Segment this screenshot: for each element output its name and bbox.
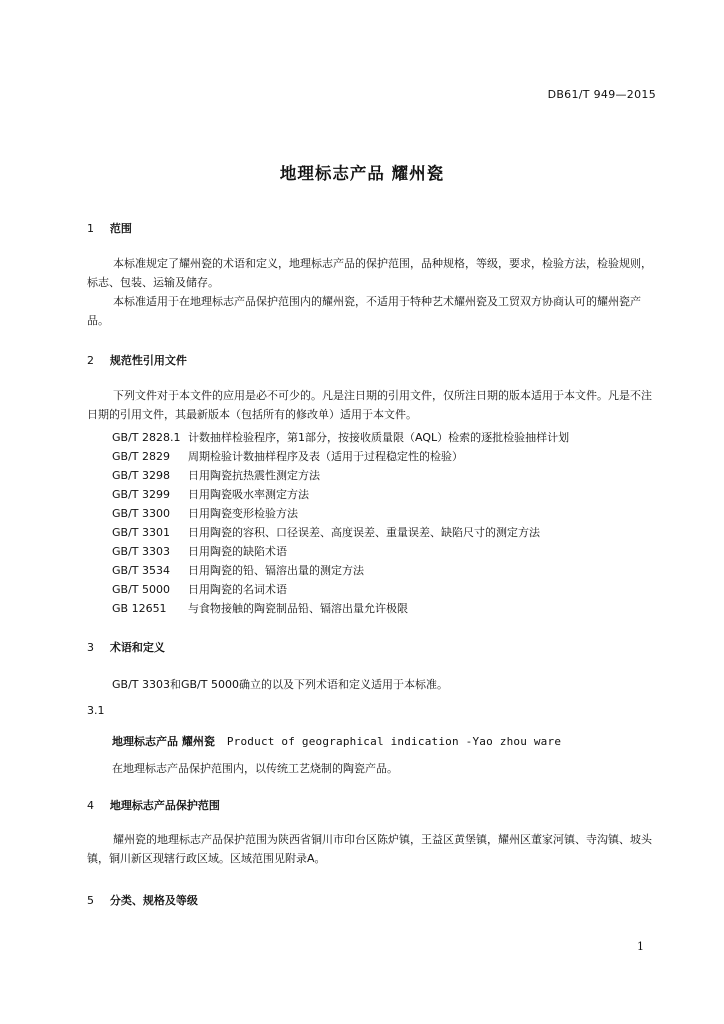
reference-item: [112, 467, 320, 483]
section-title: 范围: [109, 222, 132, 235]
reference-item: [112, 505, 298, 521]
section-5-heading: [87, 892, 198, 908]
section-title: 地理标志产品保护范围: [109, 799, 220, 812]
reference-code: GB/T 3299: [112, 488, 170, 501]
section-number: 5: [87, 894, 94, 907]
standard-code: DB61/T 949—2015: [547, 88, 656, 101]
section-4-heading: [87, 797, 220, 813]
reference-code: GB/T 5000: [112, 583, 170, 596]
subsection-number: 3.1: [87, 704, 105, 717]
term-entry: [112, 733, 561, 749]
reference-title: 计数抽样检验程序，第1部分，按接收质量限（AQL）检索的逐批检验抽样计划: [188, 431, 570, 444]
reference-title: 日用陶瓷的容积、口径误差、高度误差、重量误差、缺陷尺寸的测定方法: [188, 526, 540, 539]
reference-title: 日用陶瓷的铅、镉溶出量的测定方法: [188, 564, 364, 577]
term-chinese: 地理标志产品 耀州瓷: [112, 735, 215, 748]
document-title: 地理标志产品 耀州瓷: [279, 164, 445, 183]
section-number: 1: [87, 222, 94, 235]
reference-title: 日用陶瓷抗热震性测定方法: [188, 469, 320, 482]
references-intro: 下列文件对于本文件的应用是必不可少的。凡是注日期的引用文件，仅所注日期的版本适用于本文件。凡是不注日期的引用文件，其最新版本（包括所有的修改单）适用于本文件。: [87, 389, 652, 421]
reference-item: [112, 486, 309, 502]
reference-code: GB/T 3303: [112, 545, 170, 558]
reference-code: GB/T 3301: [112, 526, 170, 539]
section-title: 分类、规格及等级: [109, 894, 198, 907]
reference-item: [112, 581, 287, 597]
term-definition: 在地理标志产品保护范围内，以传统工艺烧制的陶瓷产品。: [112, 762, 398, 775]
reference-title: 日用陶瓷的名词术语: [188, 583, 287, 596]
reference-item: [112, 562, 364, 578]
section-2-heading: [87, 352, 187, 368]
section-1-heading: [87, 220, 132, 236]
scope-paragraph-1: 本标准规定了耀州瓷的术语和定义，地理标志产品的保护范围，品种规格，等级，要求，检验方法，检验规则，标志、包装、运输及储存。: [87, 257, 652, 289]
reference-code: GB/T 3298: [112, 469, 170, 482]
term-english: Product of geographical indication -Yao zhou ware: [226, 735, 562, 748]
reference-item: [112, 524, 540, 540]
reference-item: [112, 600, 408, 616]
reference-code: GB/T 3534: [112, 564, 170, 577]
scope-paragraph-2: 本标准适用于在地理标志产品保护范围内的耀州瓷，不适用于特种艺术耀州瓷及工贸双方协商认可的耀州瓷产品。: [87, 295, 641, 327]
section-3-heading: [87, 639, 165, 655]
section-number: 4: [87, 799, 94, 812]
reference-code: GB/T 2828.1: [112, 431, 181, 444]
page-number: 1: [637, 940, 644, 953]
reference-code: GB/T 3300: [112, 507, 170, 520]
reference-title: 周期检验计数抽样程序及表（适用于过程稳定性的检验）: [188, 450, 463, 463]
reference-title: 日用陶瓷的缺陷术语: [188, 545, 287, 558]
reference-item: [112, 429, 569, 445]
reference-code: GB/T 2829: [112, 450, 170, 463]
reference-item: [112, 543, 287, 559]
terms-intro: GB/T 3303和GB/T 5000确立的以及下列术语和定义适用于本标准。: [112, 678, 448, 691]
reference-title: 与食物接触的陶瓷制品铅、镉溶出量允许极限: [188, 602, 408, 615]
section-title: 术语和定义: [109, 641, 165, 654]
reference-code: GB 12651: [112, 602, 167, 615]
reference-title: 日用陶瓷变形检验方法: [188, 507, 298, 520]
section-number: 3: [87, 641, 94, 654]
section-number: 2: [87, 354, 94, 367]
reference-item: [112, 448, 463, 464]
protection-scope-paragraph: 耀州瓷的地理标志产品保护范围为陕西省铜川市印台区陈炉镇，王益区黄堡镇，耀州区董家河镇、寺沟镇、坡头镇，铜川新区现辖行政区域。区域范围见附录A。: [87, 833, 652, 865]
reference-title: 日用陶瓷吸水率测定方法: [188, 488, 309, 501]
section-title: 规范性引用文件: [109, 354, 187, 367]
